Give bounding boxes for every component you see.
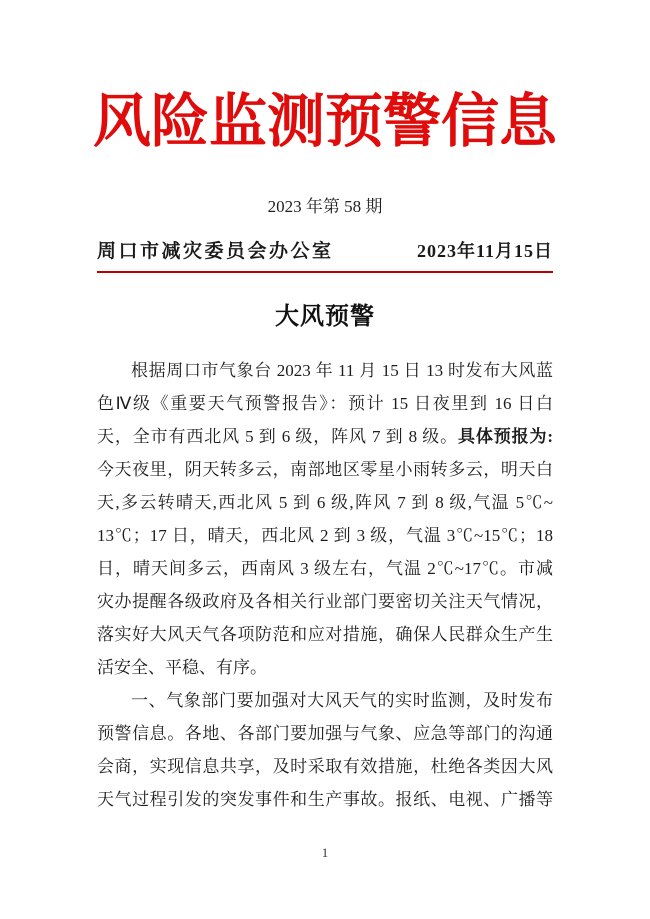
- issue-number: 2023 年第 58 期: [267, 197, 383, 216]
- article-heading: 大风预警: [275, 304, 375, 330]
- body-text-line: [97, 618, 553, 651]
- text-run: 日，晴天间多云，西南风 3 级左右，气温 2℃~17℃。市减: [97, 559, 553, 578]
- body-paragraph-2: [97, 684, 553, 816]
- text-run: 一、气象部门要加强对大风天气的实时监测，及时发布: [131, 691, 553, 710]
- masthead-row: [97, 240, 553, 262]
- bold-text-run: 具体预报为:: [457, 427, 553, 446]
- body-text-line: [97, 453, 553, 486]
- body-text-line: [97, 717, 553, 750]
- body-text-line: [97, 387, 553, 420]
- body-paragraph-1: [97, 354, 553, 684]
- red-divider-rule: [97, 271, 553, 273]
- text-run: 天，全市有西北风 5 到 6 级，阵风 7 到 8 级。: [97, 427, 458, 446]
- issue-date: 2023年11月15日: [416, 241, 553, 261]
- text-run: 灾办提醒各级政府及各相关行业部门要密切关注天气情况，: [97, 592, 553, 611]
- body-text-line: [97, 420, 553, 453]
- text-run: 活安全、平稳、有序。: [97, 658, 267, 677]
- body-text-line: [97, 354, 553, 387]
- issuing-office: 周口市减灾委员会办公室: [97, 241, 334, 262]
- body-text-line: [97, 486, 553, 519]
- text-run: 天,多云转晴天,西北风 5 到 6 级,阵风 7 到 8 级,气温 5℃~: [97, 493, 553, 512]
- body-text-line: [97, 651, 553, 684]
- text-run: 13℃；17 日，晴天，西北风 2 到 3 级，气温 3℃~15℃；18: [97, 526, 553, 545]
- text-run: 预警信息。各地、各部门要加强与气象、应急等部门的沟通: [97, 724, 553, 743]
- article-body: [97, 354, 553, 816]
- document-title: 风险监测预警信息: [92, 89, 557, 154]
- body-text-line: [97, 684, 553, 717]
- body-text-line: [97, 585, 553, 618]
- text-run: 落实好大风天气各项防范和应对措施，确保人民群众生产生: [97, 625, 553, 644]
- text-run: 色Ⅳ级《重要天气预警报告》：预计 15 日夜里到 16 日白: [97, 394, 553, 413]
- body-text-line: [97, 519, 553, 552]
- body-text-line: [97, 783, 553, 816]
- page-number: 1: [321, 845, 329, 860]
- text-run: 今天夜里，阴天转多云，南部地区零星小雨转多云，明天白: [97, 460, 553, 479]
- text-run: 天气过程引发的突发事件和生产事故。报纸、电视、广播等: [97, 790, 553, 809]
- body-text-line: [97, 750, 553, 783]
- text-run: 根据周口市气象台 2023 年 11 月 15 日 13 时发布大风蓝: [131, 361, 553, 380]
- body-text-line: [97, 552, 553, 585]
- text-run: 会商，实现信息共享，及时采取有效措施，杜绝各类因大风: [97, 757, 553, 776]
